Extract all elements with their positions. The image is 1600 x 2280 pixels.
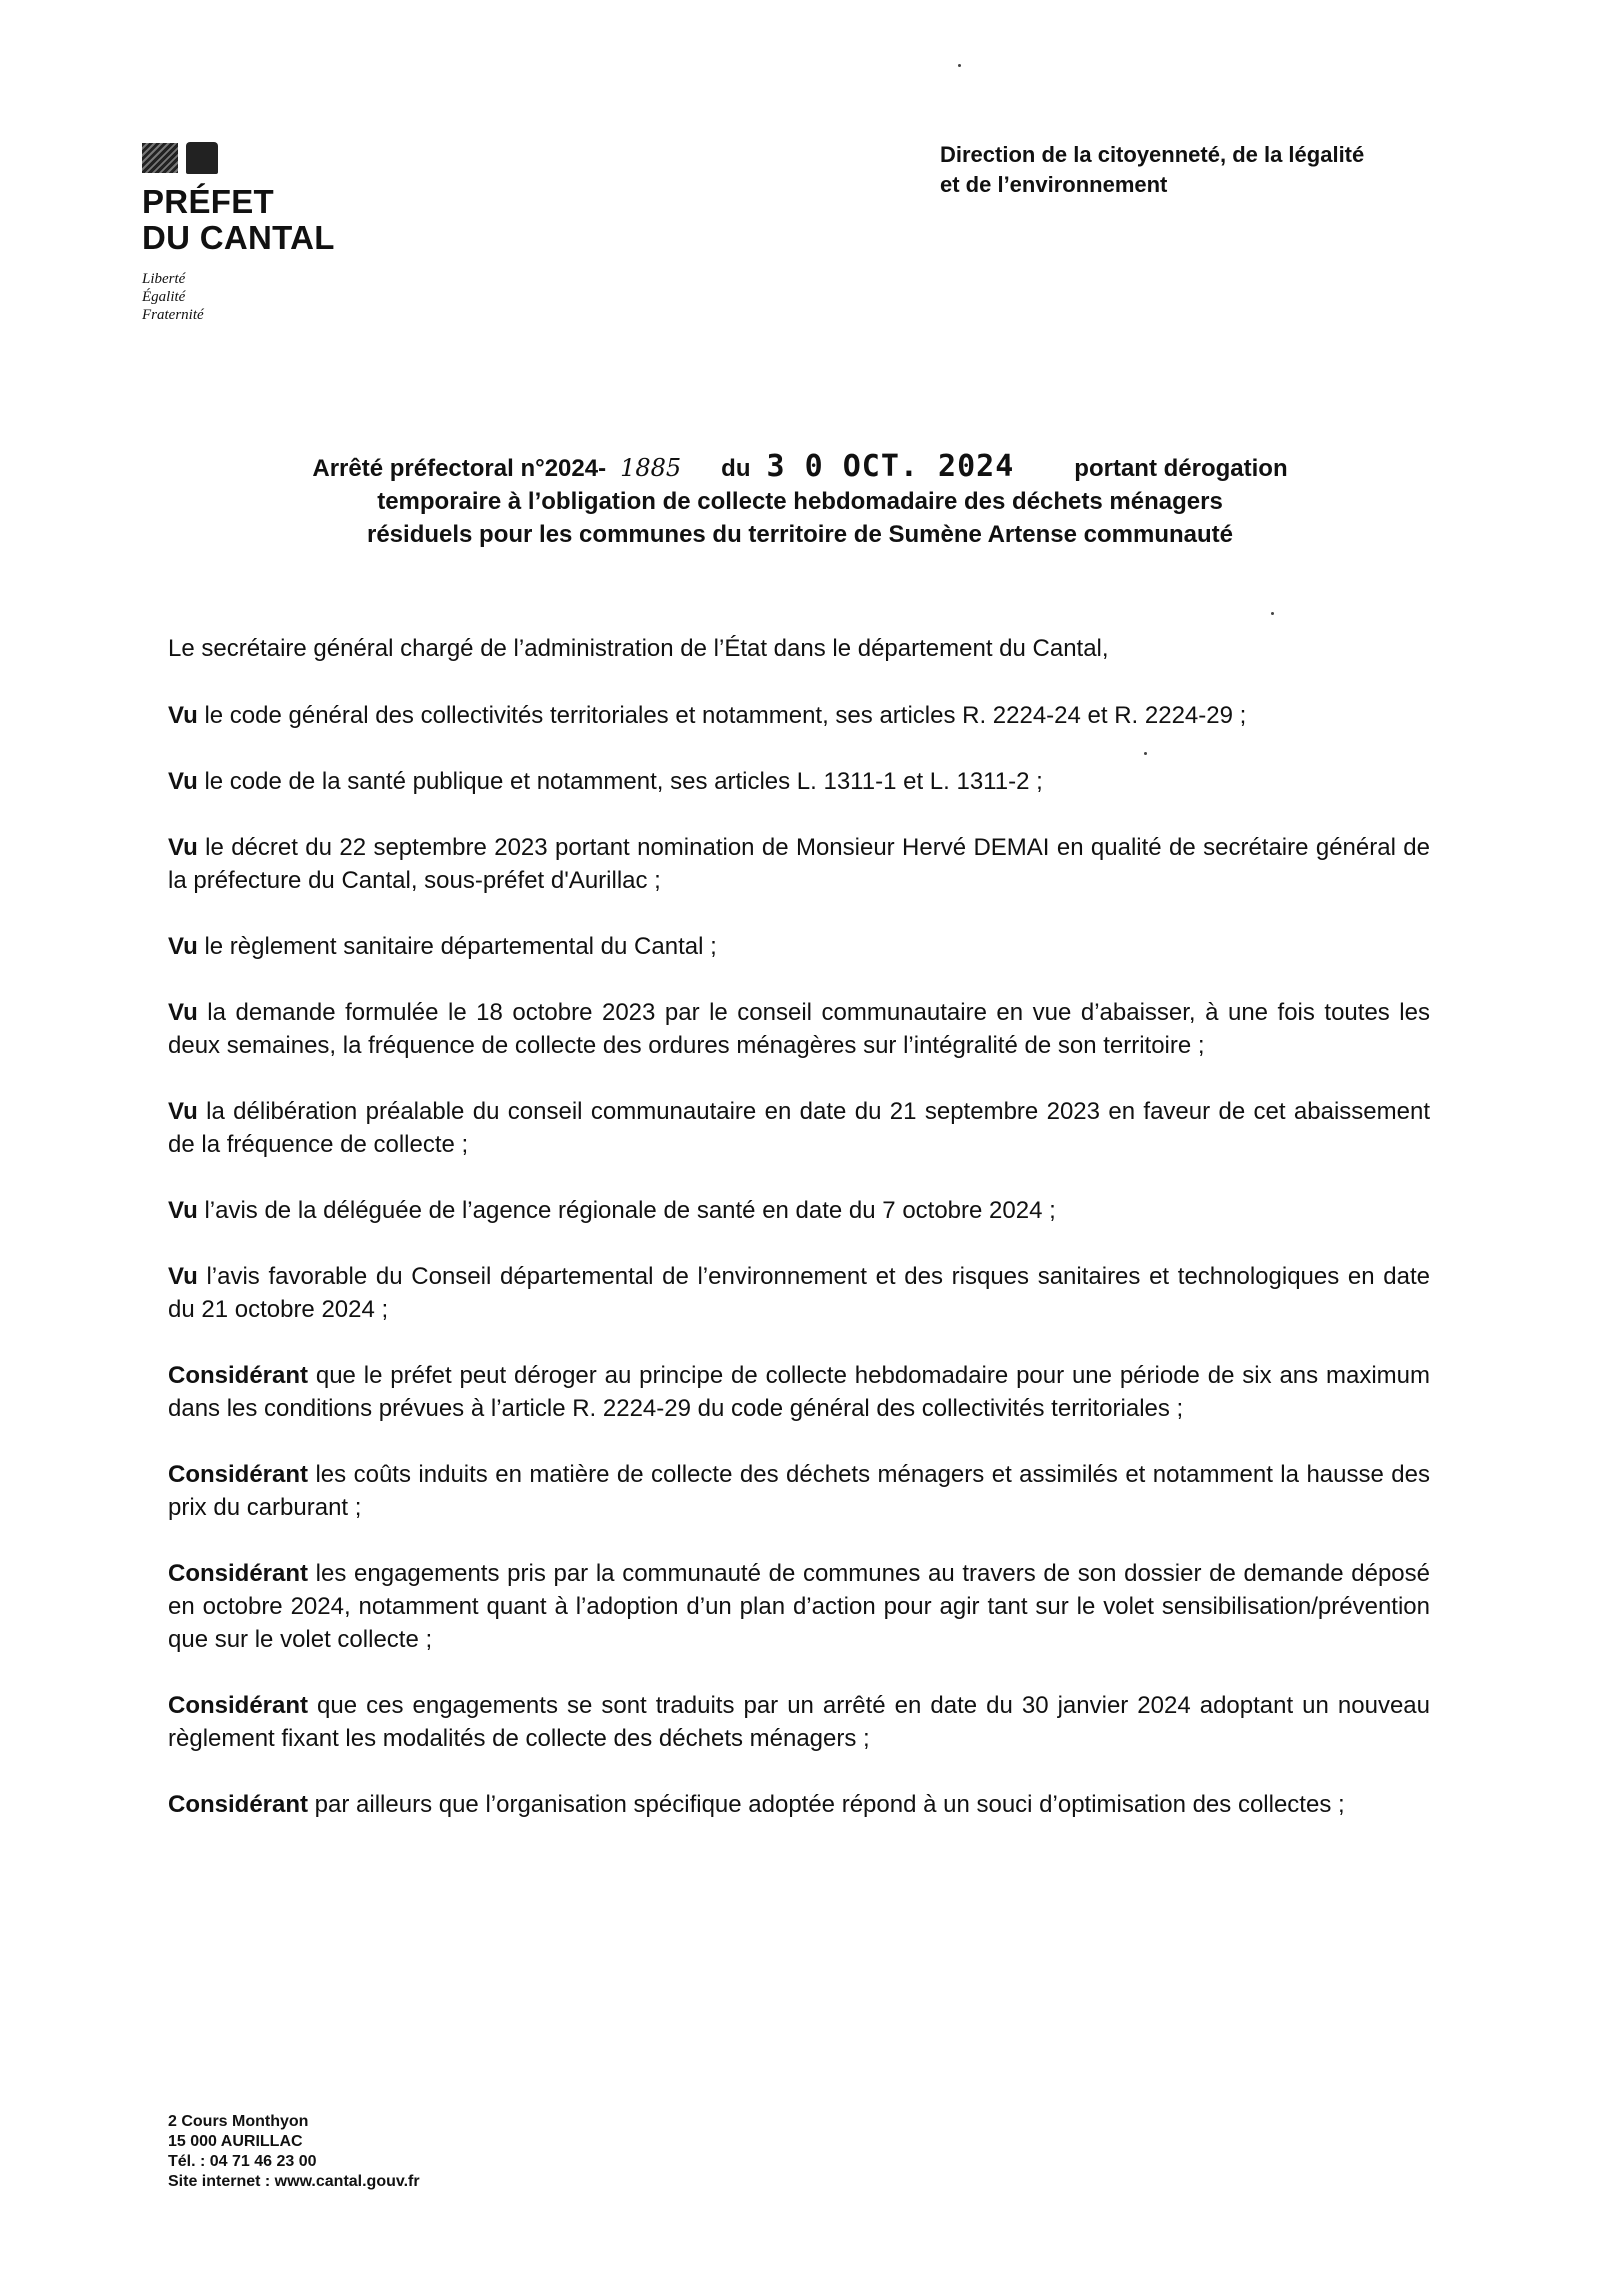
motto-egalite: Égalité <box>142 289 186 305</box>
prefet-line2: DU CANTAL <box>142 219 335 256</box>
paragraph-text: la délibération préalable du conseil communautaire en date du 21 septembre 2023 en faveur de cet abaissement de la fréquence de collecte ; <box>168 1098 1430 1158</box>
intro-paragraph: Le secrétaire général chargé de l’administration de l’État dans le département du Cantal, <box>168 635 1109 662</box>
vu-paragraph <box>168 1095 1430 1161</box>
paragraph-lead: Vu <box>168 768 198 795</box>
considerant-paragraph <box>168 1557 1430 1656</box>
decree-number-handwritten: 1885 <box>620 454 682 482</box>
republic-motto <box>142 270 402 324</box>
paragraph-lead: Vu <box>168 702 198 729</box>
paragraph-text: la demande formulée le 18 octobre 2023 par le conseil communautaire en vue d’abaisser, à une fois toutes les deux semaines, la fréquence de collecte des ordures ménagères sur l’intégralité de son territoire ; <box>168 999 1430 1059</box>
scan-speck <box>1271 612 1274 615</box>
vu-paragraph <box>168 1194 1430 1227</box>
direction-line1: Direction de la citoyenneté, de la légalité <box>940 142 1365 167</box>
paragraph-text: que ces engagements se sont traduits par un arrêté en date du 30 janvier 2024 adoptant un nouveau règlement fixant les modalités de collecte des déchets ménagers ; <box>168 1692 1430 1752</box>
paragraph-lead: Considérant <box>168 1692 309 1719</box>
prefecture-logo <box>142 142 402 324</box>
marianne-flag-icon <box>142 143 178 173</box>
paragraph-lead: Vu <box>168 834 198 861</box>
motto-fraternite: Fraternité <box>142 307 204 323</box>
paragraph-text: le décret du 22 septembre 2023 portant nomination de Monsieur Hervé DEMAI en qualité de secrétaire général de la préfecture du Cantal, sous-préfet d'Aurillac ; <box>168 834 1430 894</box>
address-city: 15 000 AURILLAC <box>168 2133 303 2150</box>
address-street: 2 Cours Monthyon <box>168 2113 309 2130</box>
title-decree-label: Arrêté préfectoral n°2024- <box>312 455 607 482</box>
vu-paragraph <box>168 1260 1430 1326</box>
vu-paragraph <box>168 996 1430 1062</box>
paragraph-text: l’avis de la déléguée de l’agence régionale de santé en date du 7 octobre 2024 ; <box>197 1197 1056 1224</box>
title-line1 <box>200 450 1400 485</box>
title-portant: portant dérogation <box>1074 455 1288 482</box>
paragraph-lead: Considérant <box>168 1560 309 1587</box>
paragraph-lead: Considérant <box>168 1362 309 1389</box>
motto-liberte: Liberté <box>142 271 186 287</box>
marianne-profile-icon <box>186 142 218 174</box>
title-line3: résiduels pour les communes du territoire de Sumène Artense communauté <box>366 521 1233 548</box>
paragraph-lead: Considérant <box>168 1791 309 1818</box>
considerant-paragraph <box>168 1689 1430 1755</box>
date-stamp: 3 0 OCT. 2024 <box>766 449 1015 484</box>
paragraph-text: le code général des collectivités territoriales et notamment, ses articles R. 2224-24 et R. 2224-29 ; <box>197 702 1247 729</box>
considerant-paragraph <box>168 1359 1430 1425</box>
paragraph-lead: Vu <box>168 999 198 1026</box>
paragraph-text: que le préfet peut déroger au principe de collecte hebdomadaire pour une période de six ans maximum dans les conditions prévues à l’article R. 2224-29 du code général des collectivités territoriales ; <box>168 1362 1430 1422</box>
paragraph-lead: Vu <box>168 933 198 960</box>
scan-speck <box>958 64 961 67</box>
address-phone: Tél. : 04 71 46 23 00 <box>168 2153 317 2170</box>
title-du: du <box>721 455 751 482</box>
paragraph-lead: Considérant <box>168 1461 309 1488</box>
paragraph-text: l’avis favorable du Conseil départemental de l’environnement et des risques sanitaires et technologiques en date du 21 octobre 2024 ; <box>168 1263 1430 1323</box>
considerant-paragraph <box>168 1458 1430 1524</box>
prefet-title <box>142 184 402 256</box>
decree-body <box>168 632 1430 1854</box>
title-line2: temporaire à l’obligation de collecte hebdomadaire des déchets ménagers <box>377 488 1223 515</box>
considerant-paragraph <box>168 1788 1430 1821</box>
republic-emblem <box>142 142 402 174</box>
issuing-direction <box>940 140 1500 200</box>
address-website: Site internet : www.cantal.gouv.fr <box>168 2173 420 2190</box>
paragraph-lead: Vu <box>168 1098 198 1125</box>
paragraph-text: les engagements pris par la communauté de communes au travers de son dossier de demande déposé en octobre 2024, notamment quant à l’adoption d’un plan d’action pour agir tant sur le volet sensibilisation/prévention que sur le volet collecte ; <box>168 1560 1430 1653</box>
scan-speck <box>1144 752 1147 755</box>
vu-paragraph <box>168 831 1430 897</box>
vu-paragraph <box>168 765 1430 798</box>
paragraph-text: le code de la santé publique et notamment, ses articles L. 1311-1 et L. 1311-2 ; <box>197 768 1043 795</box>
vu-paragraph <box>168 930 1430 963</box>
paragraph-text: par ailleurs que l’organisation spécifique adoptée répond à un souci d’optimisation des collectes ; <box>308 1791 1345 1818</box>
paragraph-lead: Vu <box>168 1263 198 1290</box>
vu-paragraph <box>168 699 1430 732</box>
direction-line2: et de l’environnement <box>940 172 1168 197</box>
paragraph-text: le règlement sanitaire départemental du Cantal ; <box>197 933 717 960</box>
prefecture-address <box>168 2112 668 2192</box>
paragraph-text: les coûts induits en matière de collecte des déchets ménagers et assimilés et notamment la hausse des prix du carburant ; <box>168 1461 1430 1521</box>
paragraph-lead: Vu <box>168 1197 198 1224</box>
decree-title <box>200 450 1400 551</box>
prefet-line1: PRÉFET <box>142 183 274 220</box>
